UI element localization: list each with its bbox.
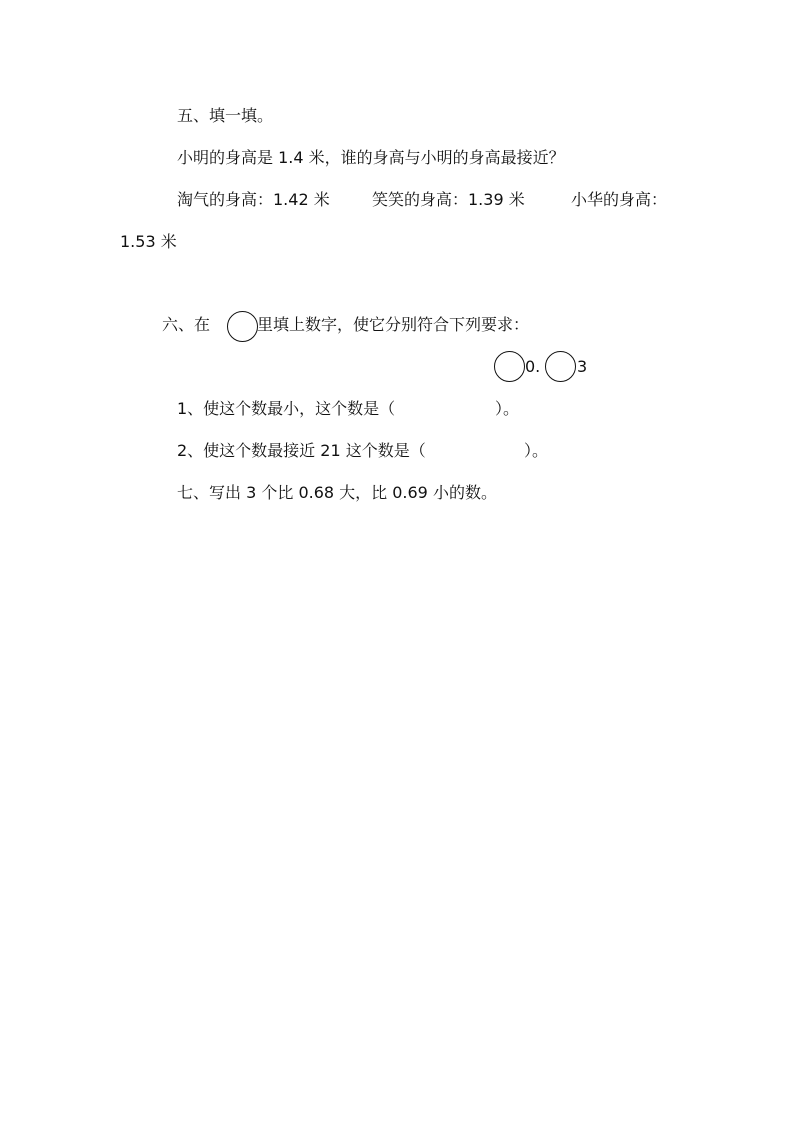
question-1-close: ）。 <box>495 399 520 418</box>
section-7-title: 七、写出 3 个比 0.68 大，比 0.69 小的数。 <box>177 483 497 502</box>
height-xiaohua-value: 1.53 米 <box>120 232 177 251</box>
blank-circle-second-digit[interactable] <box>545 351 576 382</box>
blank-circle-first-digit[interactable] <box>494 351 525 382</box>
height-taoqi: 淘气的身高：1.42 米 <box>177 190 330 209</box>
section-5-question: 小明的身高是 1.4 米，谁的身高与小明的身高最接近？ <box>177 148 565 167</box>
section-5-title: 五、填一填。 <box>177 106 274 125</box>
question-1-text: 1、使这个数最小，这个数是（ <box>177 399 396 418</box>
number-middle: 0. <box>525 357 541 376</box>
section-6-prefix: 六、在 <box>162 315 211 334</box>
number-last: 3 <box>577 357 588 376</box>
height-xiaohua-label: 小华的身高： <box>571 190 668 209</box>
question-2-text: 2、使这个数最接近 21 这个数是（ <box>177 441 426 460</box>
section-6-suffix: 里填上数字，使它分别符合下列要求： <box>257 315 530 334</box>
blank-circle-instruction <box>227 311 258 342</box>
question-2-close: ）。 <box>524 441 549 460</box>
height-xiaoxiao: 笑笑的身高：1.39 米 <box>372 190 525 209</box>
